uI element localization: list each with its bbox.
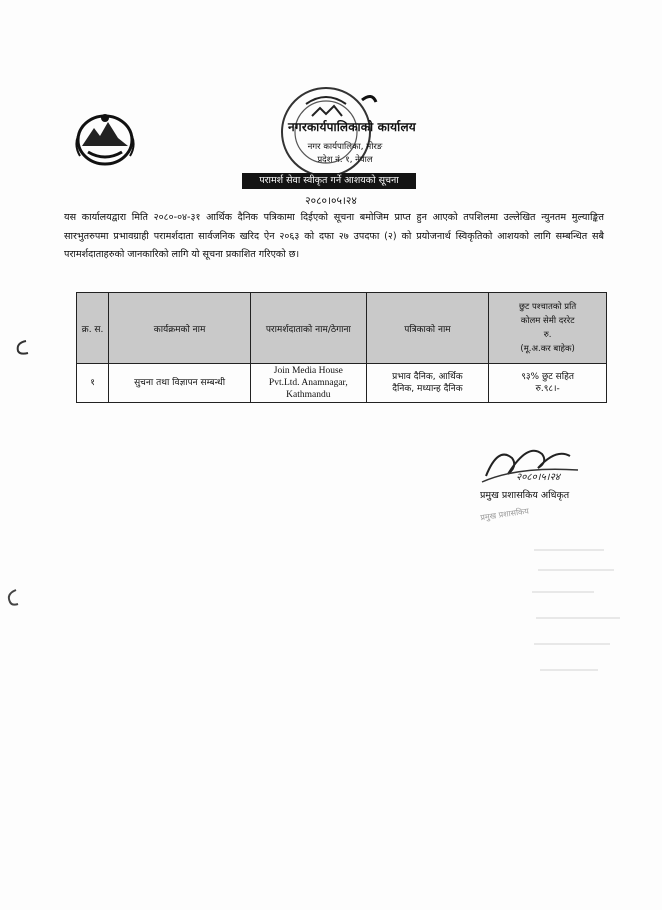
header-rate-line3: रु. xyxy=(543,330,552,340)
bleed-through-marks xyxy=(524,540,644,700)
cell-consultant-line2: Pvt.Ltd. Anamnagar, xyxy=(268,378,348,388)
office-name: नगरकार्यपालिकाको कार्यालय xyxy=(288,120,416,134)
signatory-title: प्रमुख प्रशासकिय अधिकृत xyxy=(480,490,570,501)
handwritten-signature-icon xyxy=(478,436,588,494)
cell-newspaper-line1: प्रभाव दैनिक, आर्थिक xyxy=(392,372,463,382)
table-row xyxy=(77,364,607,403)
nepal-emblem-icon xyxy=(70,106,140,168)
office-address-line2: प्रदेश नं. १, नेपाल xyxy=(317,155,373,165)
office-address-line1: नगर कार्यपालिका, मोरङ xyxy=(307,142,383,152)
cell-newspaper xyxy=(366,364,489,403)
header-program: कार्यक्रमको नाम xyxy=(109,293,251,364)
punch-mark-icon xyxy=(2,586,22,608)
header-rate xyxy=(489,293,607,364)
faint-stamp-text: प्रमुख प्रशासकिय xyxy=(479,506,530,523)
notice-title: परामर्श सेवा स्वीकृत गर्ने आशयको सूचना xyxy=(242,173,416,189)
header-newspaper: पत्रिकाको नाम xyxy=(366,293,489,364)
header-sn: क्र. स. xyxy=(77,293,109,364)
header-rate-line1: छुट पश्चातको प्रति xyxy=(519,302,577,312)
notice-date: २०८०।०५।२४ xyxy=(305,195,357,207)
cell-rate xyxy=(489,364,607,403)
header-rate-line4: (मू.अ.कर बाहेक) xyxy=(520,344,575,354)
cell-rate-line2: रु.९८।- xyxy=(535,384,560,394)
signature-date: २०८०।५।२४ xyxy=(516,472,560,483)
punch-mark-icon xyxy=(8,335,32,359)
header-consultant: परामर्शदाताको नाम/ठेगाना xyxy=(250,293,366,364)
header-rate-line2: कोलम सेमी दररेट xyxy=(520,316,575,326)
table-header-row xyxy=(77,293,607,364)
cell-consultant-line3: Kathmandu xyxy=(286,390,331,400)
cell-consultant-line1: Join Media House xyxy=(273,366,343,376)
cell-newspaper-line2: दैनिक, मध्यान्ह दैनिक xyxy=(392,384,463,394)
consultant-table xyxy=(76,292,607,403)
notice-body-text: यस कार्यालयद्वारा मिति २०८०-०४-३१ आर्थिक दैनिक पत्रिकामा दिईएको सूचना बमोजिम प्राप्त हुन आएको तपशिलमा उल्लेखित न्युनतम मुल्याङ्कित सारभुतरुपमा प्रभावग्राही परामर्शदाता सार्वजनिक खरिद ऐन २०६३ को दफा २७ उपदफा (२) को प्रयोजनार्थ स्विकृतिको आशयको लागि सम्बन्धित सबै परामर्शदाताहरुको जानकारिको लागि यो सूचना प्रकाशित गरिएको छ। xyxy=(64,212,604,260)
cell-program: सुचना तथा विज्ञापन सम्बन्धी xyxy=(109,364,251,403)
cell-consultant xyxy=(250,364,366,403)
cell-sn: १ xyxy=(77,364,109,403)
cell-rate-line1: ९३% छुट सहित xyxy=(521,372,574,382)
